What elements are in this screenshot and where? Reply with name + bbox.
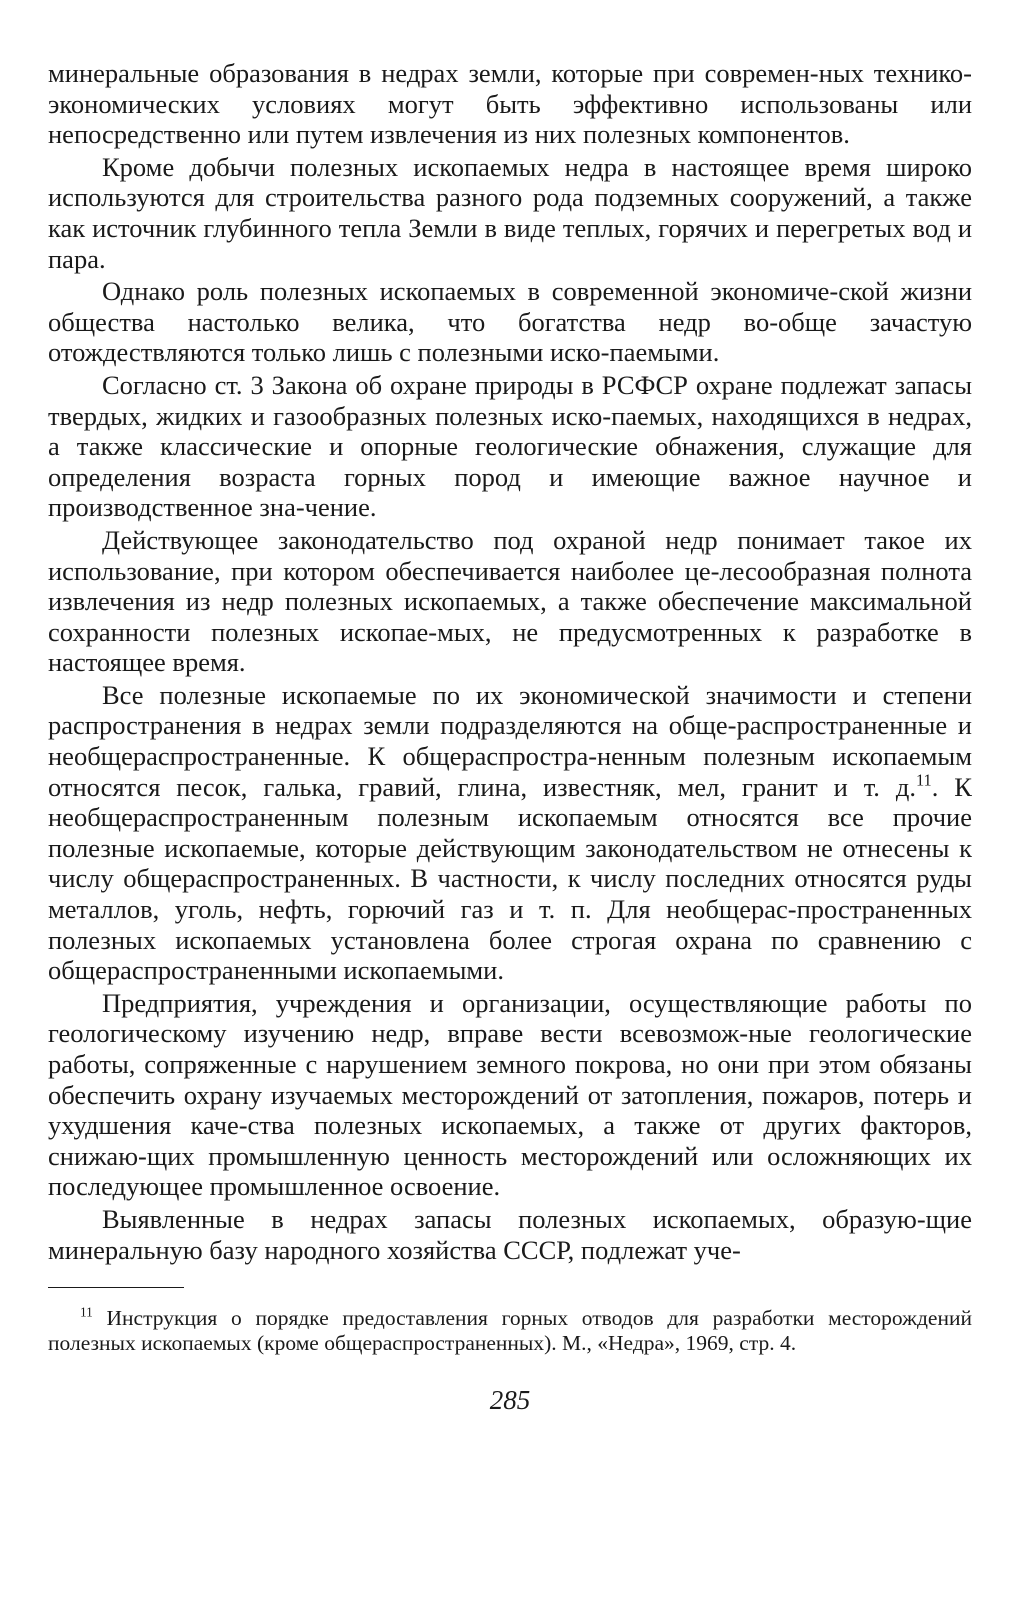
footnote <box>48 1306 972 1355</box>
paragraph: Кроме добычи полезных ископаемых недра в настоящее время широко используются для строительства разного рода подземных сооружений, а также как источник глубинного тепла Земли в виде теплых, горячих и перегретых вод и пара. <box>48 151 972 274</box>
paragraph-with-footnote-ref <box>48 680 972 986</box>
footnote-number: 11 <box>80 1304 93 1320</box>
paragraph: Выявленные в недрах запасы полезных ископаемых, образую-щие минеральную базу народного хозяйства СССР, подлежат уче- <box>48 1203 972 1265</box>
footnote-divider <box>48 1287 184 1288</box>
paragraph: Однако роль полезных ископаемых в современной экономиче-ской жизни общества настолько велика, что богатства недр во-обще зачастую отождествляются только лишь с полезными иско-паемыми. <box>48 276 972 368</box>
page-number: 285 <box>489 1385 531 1416</box>
paragraph: минеральные образования в недрах земли, которые при современ-ных технико-экономических условиях могут быть эффективно использованы или непосредственно или путем извлечения из них полезных компонентов. <box>48 58 972 150</box>
paragraph: Предприятия, учреждения и организации, осуществляющие работы по геологическому изучению недр, вправе вести всевозмож-ные геологические работы, сопряженные с нарушением земного покрова, но они при этом обязаны обеспечить охрану изучаемых месторождений от затопления, пожаров, потерь и ухудшения каче-ства полезных ископаемых, а также от других факторов, снижаю-щих промышленную ценность месторождений или осложняющих их последующее промышленное освоение. <box>48 987 972 1202</box>
paragraph-text: Все полезные ископаемые по их экономической значимости и степени распространения в недрах земли подразделяются на обще-распространенные и необщераспространенные. К общераспростра-ненным полезным ископаемым относятся песок, галька, гравий, глина, известняк, мел, гранит и т. д. <box>48 679 972 802</box>
paragraph-text: . К необщераспространенным полезным ископаемым относятся все прочие полезные ископаемые, которые действующим законодательством не отнесены к числу общераспространенных. В частности, к числу последних относятся руды металлов, уголь, нефть, горючий газ и т. п. Для необщерас-пространенных полезных ископаемых установлена более строгая охрана по сравнению с общераспространенными ископаемыми. <box>48 771 972 986</box>
page-body <box>48 58 972 1416</box>
paragraph: Действующее законодательство под охраной недр понимает такое их использование, при котором обеспечивается наиболее це-лесообразная полнота извлечения из недр полезных ископаемых, а также обеспечение максимальной сохранности полезных ископае-мых, не предусмотренных к разработке в настоящее время. <box>48 524 972 678</box>
paragraph: Согласно ст. 3 Закона об охране природы в РСФСР охране подлежат запасы твердых, жидких и газообразных полезных иско-паемых, находящихся в недрах, а также классические и опорные геологические обнажения, служащие для определения возраста горных пород и имеющие важное научное и производственное зна-чение. <box>48 369 972 523</box>
footnote-reference[interactable]: 11 <box>915 769 932 789</box>
footnote-text: Инструкция о порядке предоставления горных отводов для разработки месторождений полезных ископаемых (кроме общераспространенных). М., «Недра», 1969, стр. 4. <box>48 1306 972 1355</box>
